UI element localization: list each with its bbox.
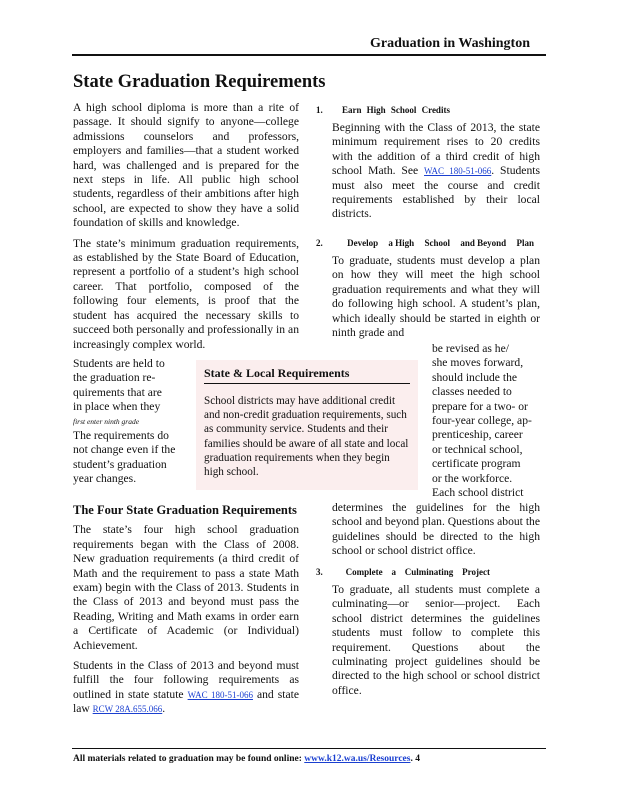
item-1-text: . Students must also meet the course and credit requirements established by their local districts. xyxy=(332,164,540,221)
held-line: Students are held to xyxy=(73,357,165,370)
heading-word: Earn xyxy=(341,105,362,115)
four-requirements-section xyxy=(73,503,299,723)
heading-word: Project xyxy=(462,567,490,577)
item-2-line: classes needed to xyxy=(432,385,512,399)
item-3-heading xyxy=(316,567,490,577)
item-number: 1. xyxy=(316,105,323,115)
footer-rule xyxy=(72,748,546,749)
heading-word: School xyxy=(390,105,417,115)
item-2-heading xyxy=(316,238,534,248)
page-title: State Graduation Requirements xyxy=(73,72,326,92)
item-1-body xyxy=(332,121,540,222)
four-paragraph-2 xyxy=(73,659,299,717)
item-2-line: she moves forward, xyxy=(432,356,524,370)
footer xyxy=(73,754,420,764)
four-paragraph-2-text: and state law xyxy=(73,687,299,716)
held-line: student’s graduation xyxy=(73,457,167,471)
header-rule xyxy=(72,54,546,56)
heading-word: a High xyxy=(388,238,415,248)
item-2-text: To graduate, students must develop a plan on how they will meet the high school graduation requirements and what they will do following high school. A student’s plan, which ideally should be started in eighth or ninth grade and xyxy=(332,254,540,340)
held-line: The requirements do xyxy=(73,429,169,443)
heading-word: Credits xyxy=(421,105,450,115)
page-number: . 4 xyxy=(410,754,420,764)
rcw-link[interactable]: RCW 28A.655.066 xyxy=(92,704,163,715)
item-1-text: Beginning with the Class of 2013, the state minimum requirement rises to 20 credits with the addition of a third credit of high school Math. See xyxy=(332,121,540,178)
item-2-line: be revised as he/ xyxy=(432,342,509,355)
heading-word: School xyxy=(424,238,451,248)
item-2-line: four-year college, ap- xyxy=(432,414,532,428)
section-heading: The Four State Graduation Requirements xyxy=(73,503,297,517)
heading-word: Complete xyxy=(345,567,383,577)
heading-word: and Beyond xyxy=(460,238,507,248)
sidebar-title: State & Local Requirements xyxy=(204,366,410,384)
item-2-body-end xyxy=(332,501,540,559)
heading-word: High xyxy=(366,105,386,115)
item-1-heading xyxy=(316,105,450,115)
held-line: the graduation re- xyxy=(73,371,156,385)
running-header: Graduation in Washington xyxy=(369,36,530,51)
held-line: in place when they xyxy=(73,400,161,414)
left-intro xyxy=(73,101,299,358)
state-local-sidebar xyxy=(196,360,418,490)
heading-word: Develop xyxy=(347,238,379,248)
item-2-line: Each school district xyxy=(432,486,524,500)
sidebar-body: School districts may have additional credit and non-credit graduation requirements, such as community service. Students and their families should be aware of all state and local graduation requirements when they begin high school. xyxy=(204,395,409,479)
heading-word: Culminating xyxy=(404,567,454,577)
item-number: 2. xyxy=(316,238,323,248)
heading-word: a xyxy=(391,567,396,577)
item-2-body xyxy=(332,254,540,340)
held-line: year changes. xyxy=(73,472,137,486)
item-2-line: prepare for a two- or xyxy=(432,399,528,413)
footer-text: All materials related to graduation may be found online: xyxy=(73,754,302,764)
item-3-body: To graduate, all students must complete a culminating—or senior—project. Each school district determines the guidelines students must follow to complete this requirement. Questions about the culminating project guidelines should be directed to the high school or school district office. xyxy=(332,583,540,697)
item-2-line: or technical school, xyxy=(432,442,523,456)
held-line: quirements that are xyxy=(73,385,162,399)
held-note: first enter ninth grade xyxy=(73,416,140,426)
item-2-line: or the workforce. xyxy=(432,471,513,485)
item-2-line: should include the xyxy=(432,370,518,384)
intro-paragraph-2: The state’s minimum graduation requirements, as established by the State Board of Education, represent a portfolio of a student’s high school career. That portfolio, composed of the following four elements, is proof that the student has acquired the necessary skills to succeed both personally and professionally in an increasingly complex world. xyxy=(73,236,299,351)
held-to-requirements xyxy=(73,357,183,487)
held-line: not change even if the xyxy=(73,443,176,457)
intro-paragraph-1: A high school diploma is more than a rite of passage. It should signify to anyone—college admissions counselors and professors, employers and families—that a student worked hard, was challenged and is prepared for the next steps in life. All public high school students, regardless of their ambitions after high school, are expected to show they have a solid foundation of skills and knowledge. xyxy=(73,101,299,230)
item-2-line: prenticeship, career xyxy=(432,428,523,442)
wac-link[interactable]: WAC 180-51-066 xyxy=(187,689,253,700)
four-paragraph-2-text: Students in the Class of 2013 and beyond must fulfill the four following requirements as outlined in state statute xyxy=(73,659,299,701)
item-2-text: determines the guidelines for the high school and beyond plan. Questions about the guidelines should be directed to the high school or school district office. xyxy=(332,501,540,558)
resources-link[interactable]: www.k12.wa.us/Resources xyxy=(304,754,411,764)
heading-word: Plan xyxy=(516,238,534,248)
item-2-line: certificate program xyxy=(432,457,521,471)
four-paragraph-1: The state’s four high school graduation requirements began with the Class of 2008. New graduation requirements (a third credit of Math and the requirement to pass a state Math exam) begin with the Class of 2013. Students in the Class of 2013 and beyond must pass the Reading, Writing and Math exams in order earn a Certificate of Academic (or Individual) Achievement. xyxy=(73,523,299,652)
item-number: 3. xyxy=(316,567,323,577)
wac-link-item1[interactable]: WAC 180-51-066 xyxy=(424,166,492,177)
four-paragraph-2-end: . xyxy=(162,702,166,716)
item-2-wrap xyxy=(432,342,542,500)
